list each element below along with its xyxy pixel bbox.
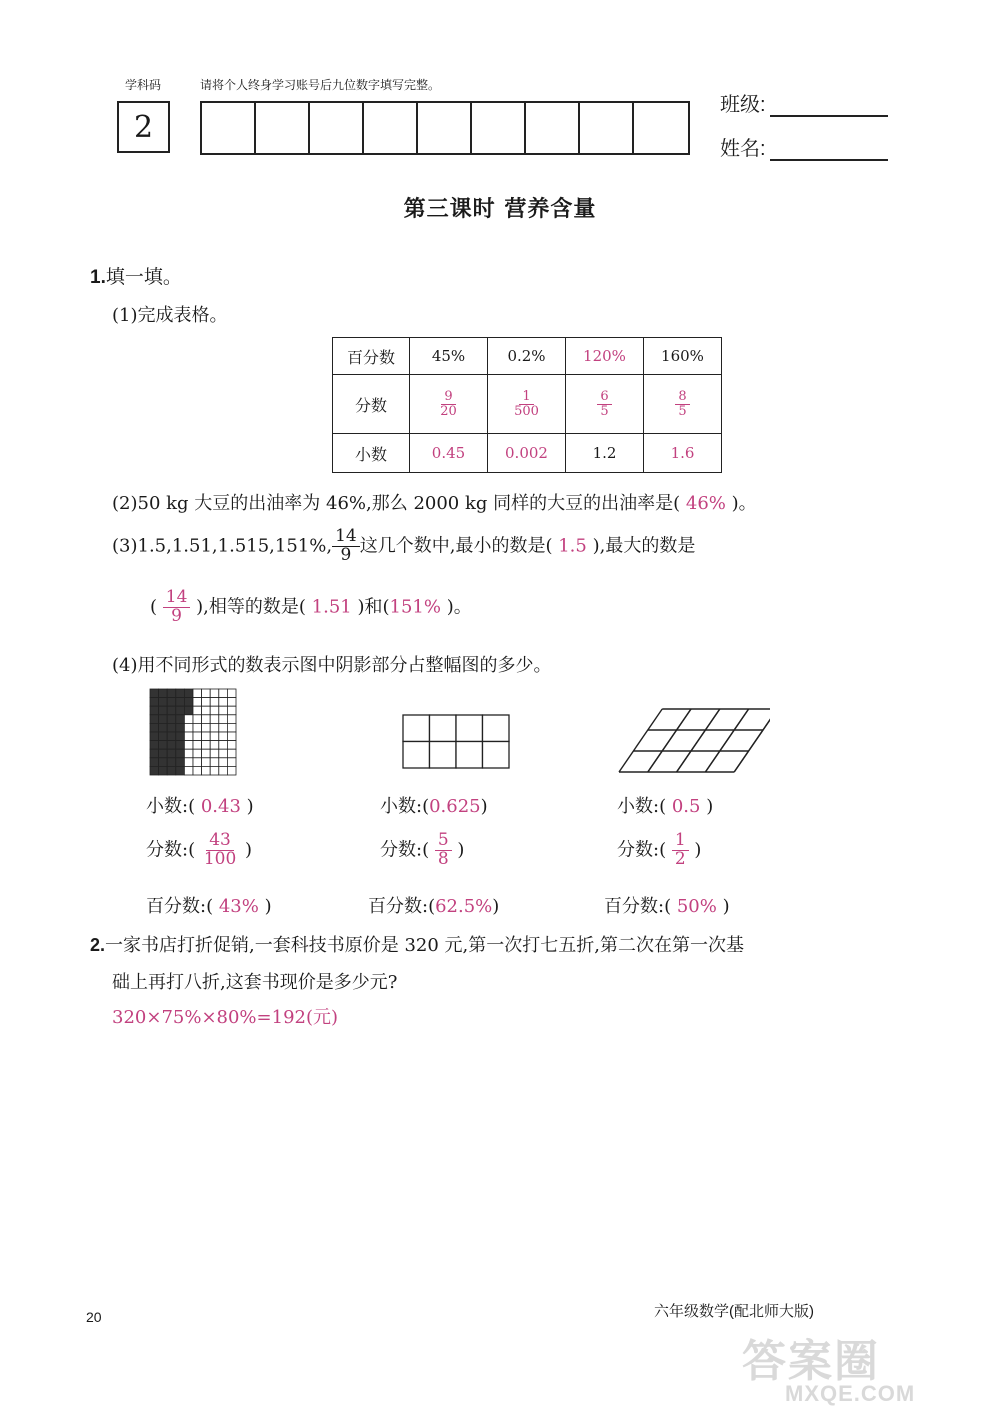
name-label: 姓名: bbox=[720, 138, 766, 160]
grid-cell bbox=[202, 723, 211, 732]
grid-cell bbox=[227, 715, 236, 724]
rect-cell bbox=[430, 715, 457, 742]
table-cell: 1.2 bbox=[566, 434, 644, 473]
rect-cell bbox=[483, 742, 510, 769]
grid-cell bbox=[210, 741, 219, 750]
id-digit-box[interactable] bbox=[418, 103, 472, 153]
fraction: $\frac{9}{20}$ bbox=[440, 388, 457, 419]
id-digit-box[interactable] bbox=[472, 103, 526, 153]
grid-cell bbox=[159, 706, 168, 715]
grid-cell bbox=[193, 698, 202, 707]
table-cell-answer: 1.6 bbox=[644, 434, 722, 473]
grid-cell bbox=[219, 723, 228, 732]
grid-cell bbox=[227, 758, 236, 767]
rect-cell bbox=[403, 715, 430, 742]
grid-cell bbox=[150, 723, 159, 732]
grid-cell bbox=[167, 732, 176, 741]
grid-cell bbox=[210, 732, 219, 741]
grid-cell bbox=[202, 689, 211, 698]
grid-cell bbox=[202, 732, 211, 741]
q2-answer: 320×75%×80%=192(元) bbox=[112, 1007, 339, 1028]
grid-cell bbox=[167, 749, 176, 758]
grid-cell bbox=[184, 706, 193, 715]
grid-cell bbox=[227, 741, 236, 750]
grid-cell bbox=[167, 758, 176, 767]
grid-cell bbox=[219, 689, 228, 698]
grid-cell bbox=[184, 723, 193, 732]
subject-code-box: 2 bbox=[117, 101, 170, 153]
grid-cell bbox=[184, 749, 193, 758]
grid-cell bbox=[202, 715, 211, 724]
q2-line1: 2.一家书店打折促销,一套科技书原价是 320 元,第一次打七五折,第二次在第一次基 bbox=[90, 935, 744, 956]
table-cell-answer bbox=[566, 375, 644, 434]
row-header-percent: 百分数 bbox=[333, 338, 410, 375]
grid-cell bbox=[159, 766, 168, 775]
grid-cell bbox=[167, 766, 176, 775]
q1-part1: (1)完成表格。 bbox=[112, 305, 228, 326]
q1-part3-line2: ( $\frac{14}{9}$ ),相等的数是( 1.51 )和(151% )。 bbox=[150, 587, 472, 626]
fraction: $\frac{6}{5}$ bbox=[597, 390, 611, 418]
q1-part3-line1: (3)1.5,1.51,1.515,151%, $\frac{14}{9}$ 这几个数中,最小的数是( 1.5 ),最大的数是 bbox=[112, 526, 696, 565]
id-digit-box[interactable] bbox=[526, 103, 580, 153]
grid-cell bbox=[184, 698, 193, 707]
grid-cell bbox=[202, 698, 211, 707]
grid-cell bbox=[159, 749, 168, 758]
grid-cell bbox=[150, 766, 159, 775]
grid-cell bbox=[150, 749, 159, 758]
grid-cell bbox=[150, 706, 159, 715]
grid-cell bbox=[167, 715, 176, 724]
grid-cell bbox=[176, 689, 185, 698]
id-digit-box[interactable] bbox=[364, 103, 418, 153]
rectangle-eighths-figure bbox=[402, 714, 510, 770]
watermark-logo: 答案圈 bbox=[742, 1337, 880, 1386]
answer-max: $\frac{14}{9}$ bbox=[163, 589, 191, 626]
fraction: $\frac{14}{9}$ bbox=[332, 528, 360, 565]
grid-cell bbox=[219, 715, 228, 724]
fig1-percent: 百分数:( 43% ) bbox=[146, 896, 272, 917]
table-cell: 160% bbox=[644, 338, 722, 375]
grid-cell bbox=[202, 749, 211, 758]
grid-cell bbox=[193, 766, 202, 775]
table-cell: 45% bbox=[410, 338, 488, 375]
table-cell-answer bbox=[488, 375, 566, 434]
grid-cell bbox=[210, 723, 219, 732]
answer-equal-1: 1.51 bbox=[311, 596, 352, 618]
grid-cell bbox=[193, 706, 202, 715]
grid-cell bbox=[167, 698, 176, 707]
answer-min: 1.5 bbox=[558, 535, 587, 557]
grid-cell bbox=[176, 732, 185, 741]
grid-cell bbox=[159, 732, 168, 741]
grid-cell bbox=[150, 741, 159, 750]
table-cell-answer: 120% bbox=[566, 338, 644, 375]
fig2-percent: 百分数:(62.5%) bbox=[368, 896, 500, 917]
grid-cell bbox=[159, 698, 168, 707]
table-cell-answer bbox=[410, 375, 488, 434]
id-digit-box[interactable] bbox=[202, 103, 256, 153]
name-blank[interactable] bbox=[770, 141, 888, 161]
grid-cell bbox=[210, 758, 219, 767]
page-number: 20 bbox=[86, 1309, 102, 1325]
grid-cell bbox=[219, 706, 228, 715]
grid-cell bbox=[184, 689, 193, 698]
grid-cell bbox=[202, 706, 211, 715]
table-cell-answer: 0.45 bbox=[410, 434, 488, 473]
q2-line2: 础上再打八折,这套书现价是多少元? bbox=[112, 972, 398, 993]
grid-cell bbox=[227, 723, 236, 732]
subject-code-label: 学科码 bbox=[125, 78, 162, 92]
grid-cell bbox=[210, 689, 219, 698]
grid-cell bbox=[176, 723, 185, 732]
rect-cell bbox=[456, 715, 483, 742]
fig2-decimal: 小数:(0.625) bbox=[380, 796, 488, 817]
q2-number: 2. bbox=[90, 935, 106, 955]
name-field[interactable] bbox=[720, 132, 888, 161]
grid-cell bbox=[202, 741, 211, 750]
grid-cell bbox=[193, 723, 202, 732]
grid-cell bbox=[176, 766, 185, 775]
grid-cell bbox=[184, 741, 193, 750]
grid-cell bbox=[150, 732, 159, 741]
grid-cell bbox=[184, 715, 193, 724]
grid-cell bbox=[193, 715, 202, 724]
table-cell-answer bbox=[644, 375, 722, 434]
conversion-table bbox=[332, 337, 722, 473]
grid-cell bbox=[159, 715, 168, 724]
book-title: 六年级数学(配北师大版) bbox=[654, 1303, 814, 1320]
grid-cell bbox=[176, 741, 185, 750]
grid-cell bbox=[202, 766, 211, 775]
grid-cell bbox=[210, 715, 219, 724]
grid-cell bbox=[210, 698, 219, 707]
fig1-decimal: 小数:( 0.43 ) bbox=[146, 796, 254, 817]
grid-cell bbox=[176, 749, 185, 758]
grid-cell bbox=[167, 741, 176, 750]
lesson-title: 第三课时 营养含量 bbox=[403, 196, 597, 222]
id-digit-box[interactable] bbox=[580, 103, 634, 153]
grid-cell bbox=[227, 749, 236, 758]
answer-oil-rate: 46% bbox=[685, 493, 726, 514]
grid-cell bbox=[184, 766, 193, 775]
grid-cell bbox=[219, 741, 228, 750]
rect-cell bbox=[483, 715, 510, 742]
fraction: $\frac{1}{500}$ bbox=[514, 388, 539, 419]
grid-cell bbox=[150, 689, 159, 698]
row-header-decimal: 小数 bbox=[333, 434, 410, 473]
q1-number: 1. bbox=[90, 267, 106, 288]
q1-part2: (2)50 kg 大豆的出油率为 46%,那么 2000 kg 同样的大豆的出油率是( 46% )。 bbox=[112, 493, 757, 514]
grid-cell bbox=[150, 758, 159, 767]
grid-cell bbox=[176, 758, 185, 767]
grid-cell bbox=[159, 741, 168, 750]
grid-cell bbox=[167, 706, 176, 715]
grid-cell bbox=[219, 749, 228, 758]
table-row bbox=[333, 375, 722, 434]
grid-cell bbox=[193, 749, 202, 758]
answer-equal-2: 151% bbox=[389, 596, 441, 618]
grid-cell bbox=[193, 758, 202, 767]
grid-cell bbox=[210, 749, 219, 758]
grid-cell bbox=[159, 723, 168, 732]
id-digit-box[interactable] bbox=[310, 103, 364, 153]
class-field[interactable] bbox=[720, 88, 888, 117]
q1-heading bbox=[90, 262, 182, 289]
q1-heading-text: 填一填。 bbox=[105, 266, 182, 288]
fig3-fraction: 分数:( $\frac{1}{2}$ ) bbox=[617, 830, 702, 869]
grid-cell bbox=[150, 698, 159, 707]
table-cell: 0.2% bbox=[488, 338, 566, 375]
grid-cell bbox=[227, 689, 236, 698]
q1-part4: (4)用不同形式的数表示图中阴影部分占整幅图的多少。 bbox=[112, 655, 552, 676]
id-digit-box[interactable] bbox=[634, 103, 688, 153]
parallelogram-triangles-figure bbox=[618, 708, 770, 774]
grid-cell bbox=[219, 766, 228, 775]
grid-cell bbox=[184, 732, 193, 741]
rect-cell bbox=[430, 742, 457, 769]
row-header-fraction: 分数 bbox=[333, 375, 410, 434]
grid-cell bbox=[193, 689, 202, 698]
grid-cell bbox=[210, 766, 219, 775]
grid-cell bbox=[167, 723, 176, 732]
grid-cell bbox=[176, 715, 185, 724]
fig3-percent: 百分数:( 50% ) bbox=[604, 896, 730, 917]
grid-cell bbox=[193, 732, 202, 741]
watermark-url: MXQE.COM bbox=[785, 1381, 916, 1406]
grid-cell bbox=[227, 706, 236, 715]
fig2-fraction: 分数:( $\frac{5}{8}$ ) bbox=[380, 830, 465, 869]
grid-cell bbox=[159, 758, 168, 767]
grid-cell bbox=[202, 758, 211, 767]
class-blank[interactable] bbox=[770, 97, 888, 117]
rect-cell bbox=[403, 742, 430, 769]
grid-cell bbox=[150, 715, 159, 724]
grid-cell bbox=[159, 689, 168, 698]
grid-cell bbox=[176, 698, 185, 707]
table-row bbox=[333, 338, 722, 375]
table-cell-answer: 0.002 bbox=[488, 434, 566, 473]
grid-cell bbox=[219, 732, 228, 741]
rect-cell bbox=[456, 742, 483, 769]
id-instruction: 请将个人终身学习账号后九位数字填写完整。 bbox=[200, 78, 441, 92]
grid-cell bbox=[167, 689, 176, 698]
triangle-lines bbox=[619, 709, 770, 772]
grid-cell bbox=[193, 741, 202, 750]
grid-cell bbox=[210, 706, 219, 715]
grid-cell bbox=[184, 758, 193, 767]
table-row bbox=[333, 434, 722, 473]
grid-cell bbox=[219, 698, 228, 707]
grid-cell bbox=[227, 766, 236, 775]
id-digit-boxes[interactable] bbox=[200, 101, 690, 155]
grid-cell bbox=[176, 706, 185, 715]
hundred-grid-figure bbox=[149, 688, 237, 776]
grid-cell bbox=[227, 732, 236, 741]
grid-cell bbox=[227, 698, 236, 707]
fig3-decimal: 小数:( 0.5 ) bbox=[617, 796, 714, 817]
class-label: 班级: bbox=[720, 94, 766, 116]
fraction: $\frac{8}{5}$ bbox=[675, 390, 689, 418]
grid-cell bbox=[219, 758, 228, 767]
id-digit-box[interactable] bbox=[256, 103, 310, 153]
fig1-fraction: 分数:( $\frac{43}{100}$ ) bbox=[146, 830, 253, 869]
